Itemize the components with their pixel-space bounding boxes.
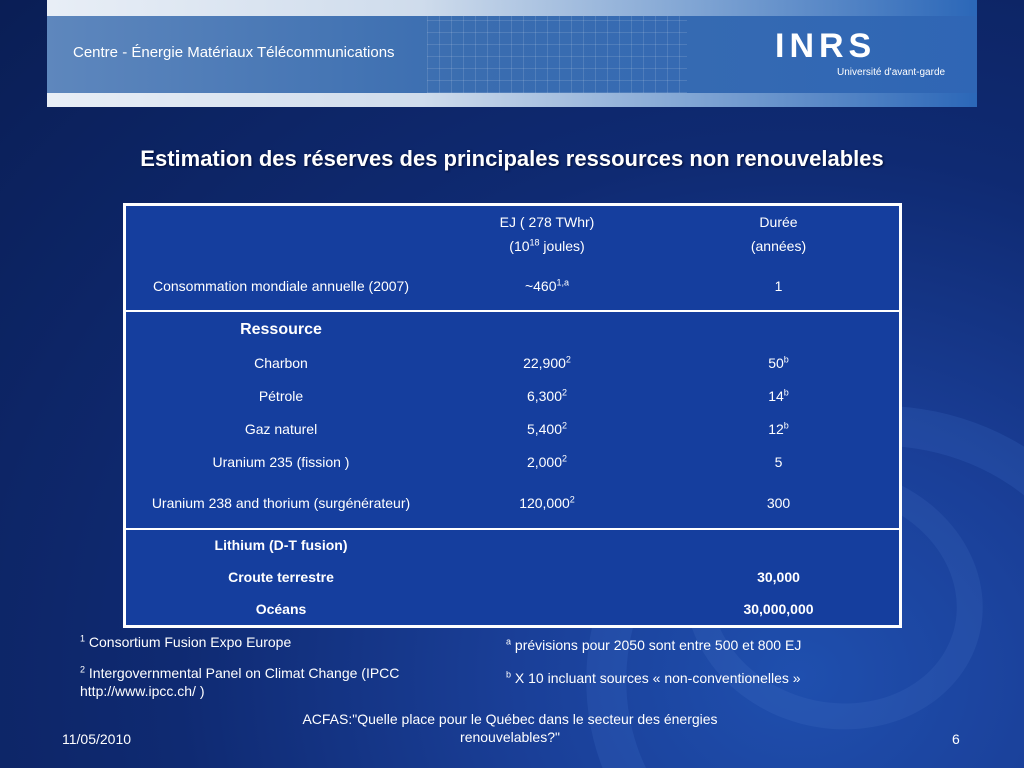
fusion-label: Lithium (D-T fusion): [126, 529, 436, 561]
reserves-table: [123, 203, 902, 628]
fusion-empty-cell: [436, 529, 658, 561]
slide-title: Estimation des réserves des principales ressources non renouvelables: [140, 146, 884, 171]
table-header-row: [126, 206, 899, 262]
center-name: Centre - Énergie Matériaux Télécommunications: [73, 44, 395, 61]
resource-ej-value: 120,000: [519, 495, 570, 511]
resource-duration: [658, 380, 899, 413]
resource-duration-value: 12: [768, 421, 784, 437]
footnote-1-mark: 1: [80, 633, 86, 644]
fusion-empty-cell: [436, 561, 658, 594]
resource-duration-value: 14: [768, 388, 784, 404]
resource-ej: [436, 413, 658, 446]
header-empty-cell: [126, 206, 436, 262]
resource-duration-value: 300: [766, 495, 791, 511]
header-ej-line2: [442, 234, 652, 258]
footnote-2-mark: 2: [80, 664, 86, 675]
table-row: [126, 380, 899, 413]
header-ej-line1: EJ ( 278 TWhr): [499, 214, 595, 230]
resource-duration-note: b: [783, 354, 789, 365]
resource-ej: [436, 479, 658, 529]
header-ej-cell: [436, 206, 658, 262]
fusion-section-row: [126, 529, 899, 561]
fusion-duration: 30,000: [757, 569, 800, 585]
resource-ej-note: 2: [565, 354, 571, 365]
resource-ej-note: 2: [569, 494, 575, 505]
resource-duration-value: 5: [774, 454, 783, 470]
table-row: [126, 446, 899, 479]
resource-ej: [436, 446, 658, 479]
resource-name: Pétrole: [258, 388, 304, 404]
footnote-a: [506, 636, 926, 654]
footnote-1-text: Consortium Fusion Expo Europe: [85, 634, 292, 650]
fusion-empty-cell: [436, 594, 658, 625]
resource-ej-note: 2: [562, 387, 568, 398]
resource-duration: [658, 347, 899, 380]
logo-tagline: Université d'avant-garde: [837, 67, 946, 78]
table-row: [126, 413, 899, 446]
consumption-duration: 1: [774, 277, 783, 294]
consumption-label: Consommation mondiale annuelle (2007): [152, 277, 410, 294]
header-banner: [47, 0, 977, 107]
resource-duration-note: b: [783, 420, 789, 431]
header-duration-line1: Durée: [759, 214, 798, 230]
resource-ej: [436, 347, 658, 380]
consumption-ej-note: 1,a: [556, 276, 570, 287]
footer-date: 11/05/2010: [62, 731, 132, 747]
header-duration-cell: [658, 206, 899, 262]
consumption-ej: [436, 262, 658, 311]
resource-ej-value: 6,300: [526, 388, 563, 404]
resource-ej-value: 2,000: [526, 454, 563, 470]
fusion-source-name: Océans: [255, 601, 307, 617]
table-row: [126, 561, 899, 594]
resource-ej-note: 2: [562, 453, 568, 464]
resource-duration-value: 50: [768, 355, 784, 371]
table-row: [126, 347, 899, 380]
resource-duration-note: b: [783, 387, 789, 398]
table-row: [126, 594, 899, 625]
header-ej-suffix: joules): [539, 238, 585, 254]
consumption-row: [126, 262, 899, 311]
resource-name: Uranium 238 and thorium (surgénérateur): [151, 495, 411, 511]
page-number: 6: [952, 731, 960, 747]
footer-presentation-title: ACFAS:"Quelle place pour le Québec dans le secteur des énergies renouvelables?": [302, 711, 718, 745]
resource-ej-value: 5,400: [526, 421, 563, 437]
resource-ej-note: 2: [562, 420, 568, 431]
table-row: [126, 479, 899, 529]
section-row: [126, 311, 899, 347]
footnote-2-text: Intergovernmental Panel on Climat Change (IPCC http://www.ipcc.ch/ ): [80, 665, 400, 699]
resource-duration: [658, 446, 899, 479]
inrs-logo: INRS: [775, 27, 877, 65]
footnote-b: [506, 669, 926, 687]
resource-name: Gaz naturel: [244, 421, 318, 437]
footnote-1: [80, 633, 400, 651]
resource-ej: [436, 380, 658, 413]
resource-name: Charbon: [254, 355, 308, 371]
footnote-b-text: X 10 incluant sources « non-conventionelles »: [511, 670, 801, 686]
section-empty-cell: [658, 311, 899, 347]
section-label: Ressource: [126, 311, 436, 347]
resource-duration: [658, 479, 899, 529]
fusion-empty-cell: [658, 529, 899, 561]
resource-ej-value: 22,900: [523, 355, 566, 371]
header-ej-prefix: (10: [509, 238, 530, 254]
footnote-b-mark: b: [506, 669, 512, 680]
resource-name: Uranium 235 (fission ): [212, 454, 350, 470]
banner-grid-pattern: [427, 16, 687, 93]
footnote-a-mark: a: [506, 636, 512, 647]
consumption-ej-value: ~460: [524, 277, 557, 294]
section-empty-cell: [436, 311, 658, 347]
footnote-a-text: prévisions pour 2050 sont entre 500 et 800 EJ: [511, 637, 802, 653]
header-ej-exponent: 18: [529, 237, 540, 248]
resource-duration: [658, 413, 899, 446]
footnote-2: [80, 664, 480, 700]
header-duration-line2: (années): [750, 238, 807, 254]
fusion-duration: 30,000,000: [743, 601, 814, 617]
fusion-source-name: Croute terrestre: [228, 569, 334, 585]
